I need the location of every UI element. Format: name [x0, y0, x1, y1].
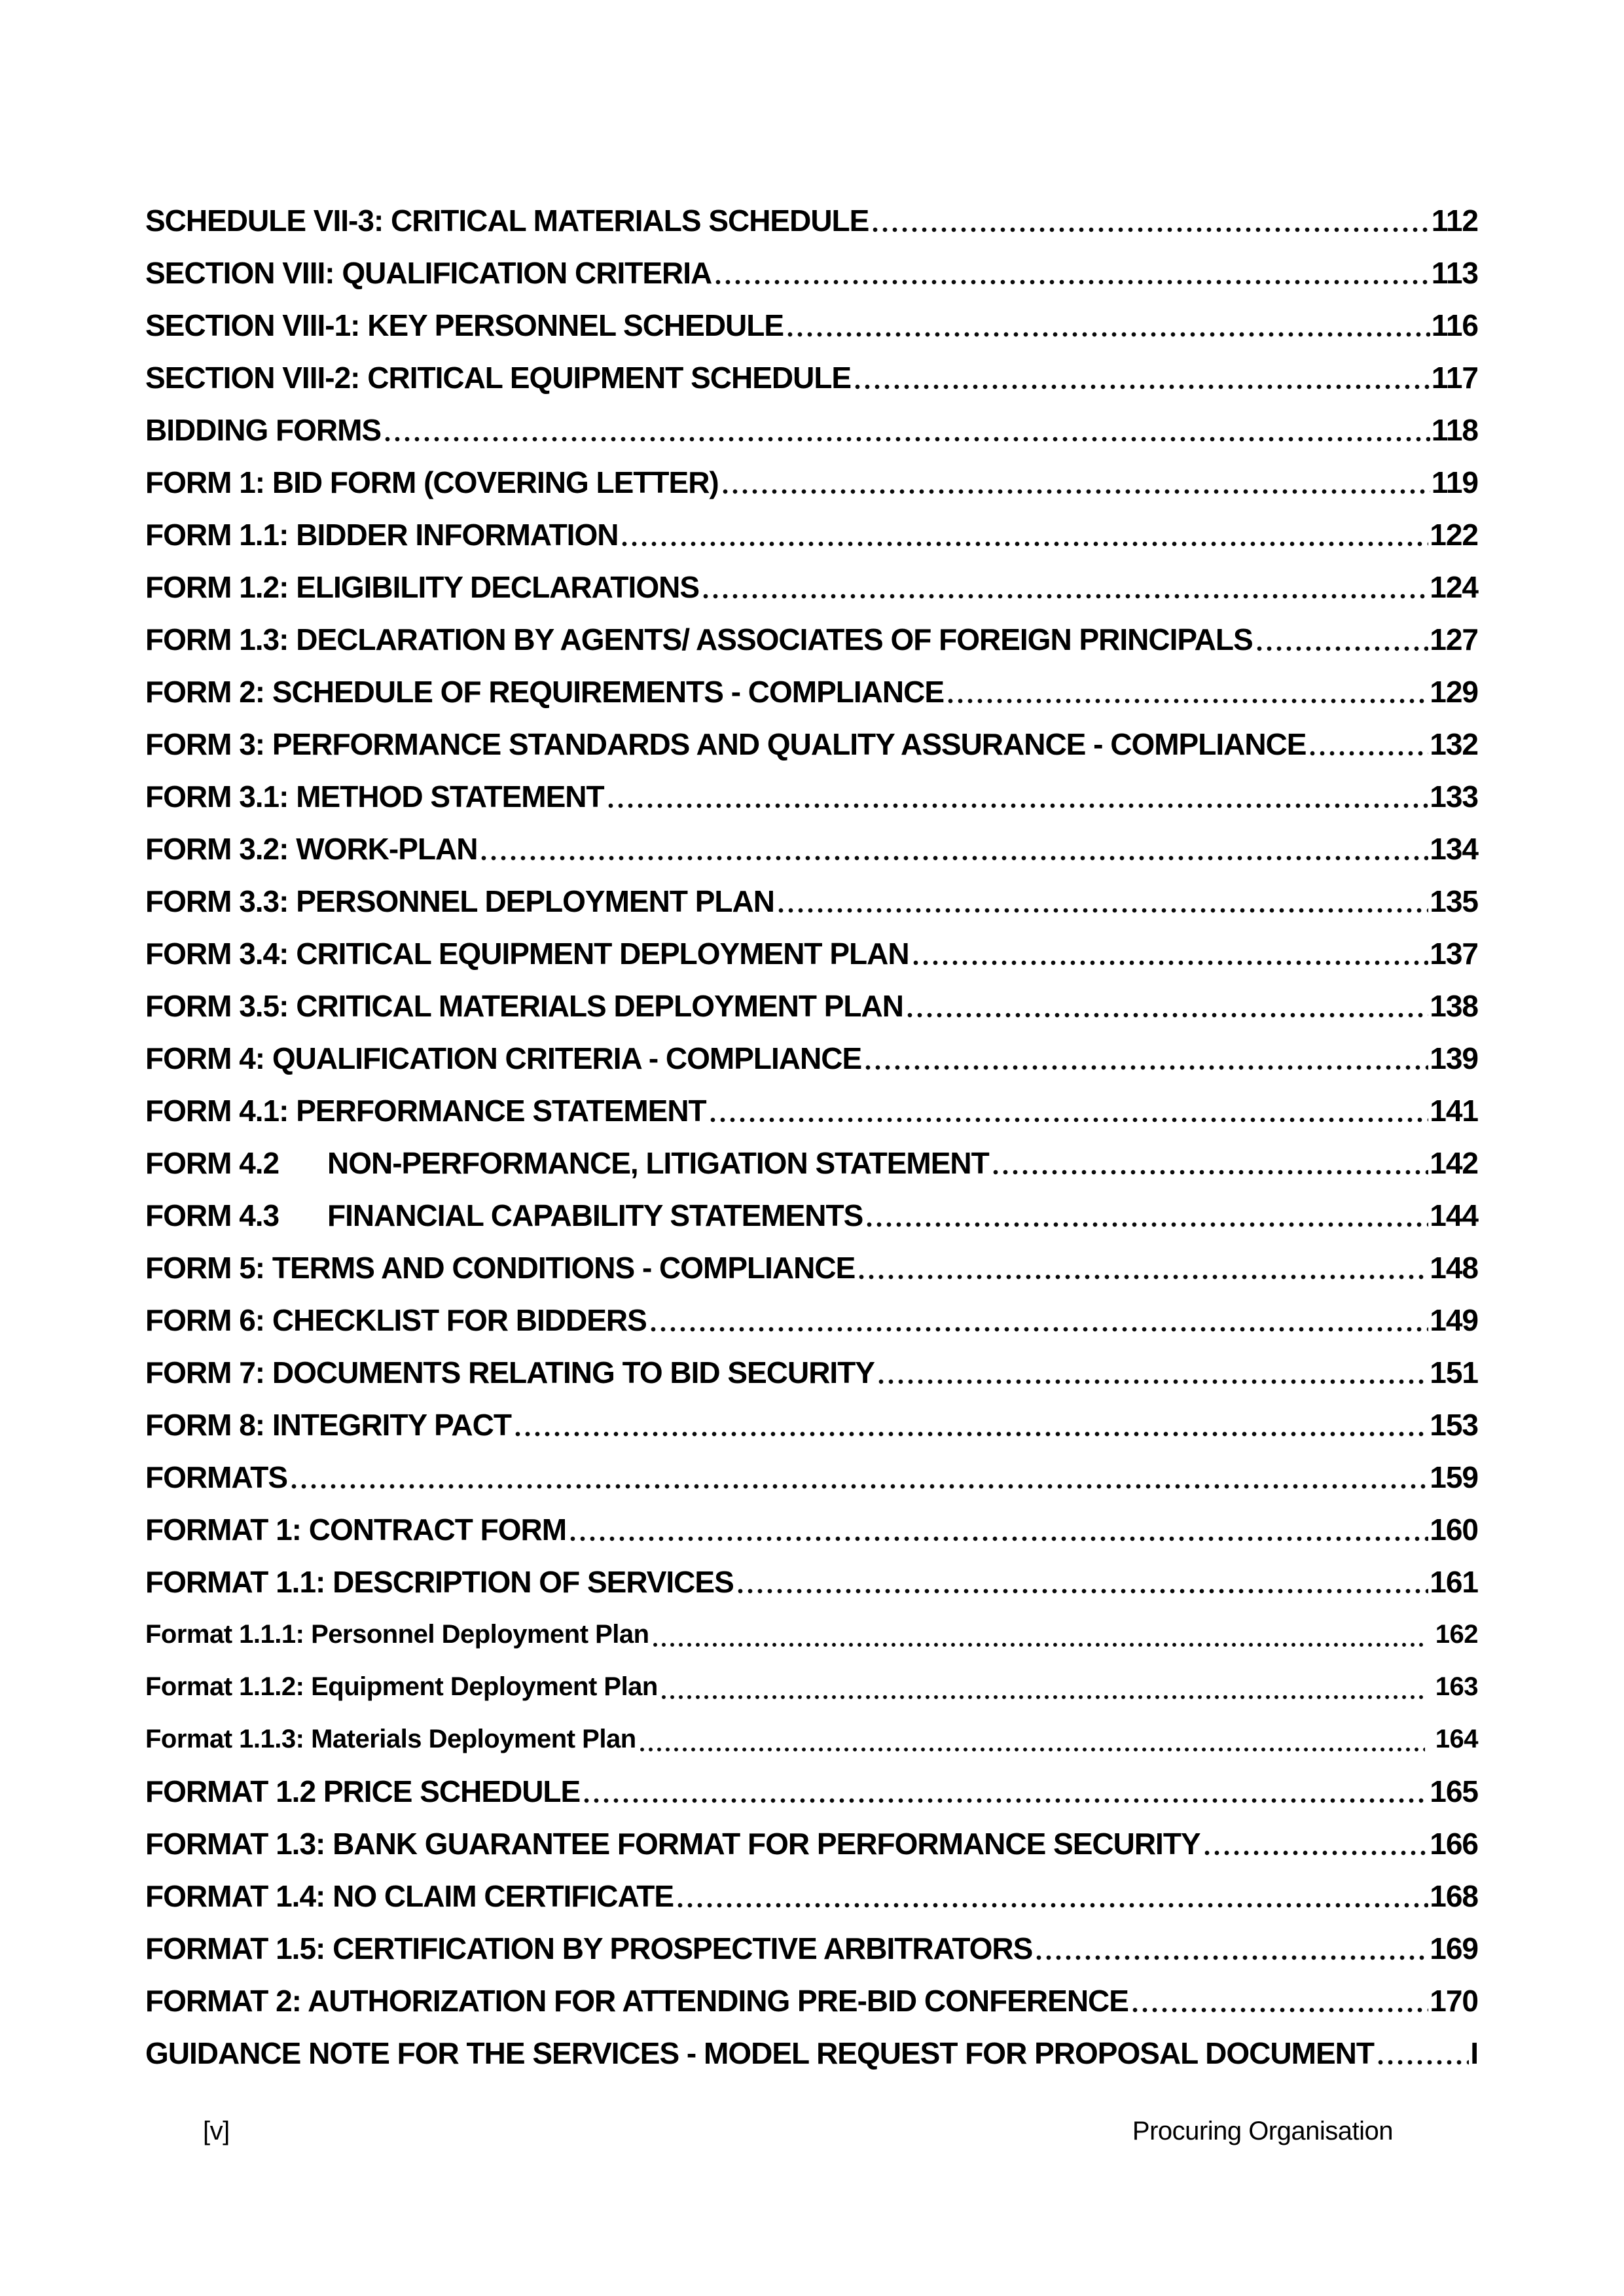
toc-entry-label: FORM 4.1: PERFORMANCE STATEMENT: [145, 1094, 706, 1128]
toc-entry-label: NON-PERFORMANCE, LITIGATION STATEMENT: [327, 1146, 989, 1180]
toc-entry: [145, 1765, 1478, 1818]
toc-entry: [145, 1713, 1478, 1765]
toc-leader-dots: [865, 1064, 1428, 1071]
toc-entry-label: FORMATS: [145, 1460, 288, 1494]
toc-entry: [145, 1242, 1478, 1294]
toc-entry: [145, 1189, 1478, 1242]
toc-entry-page: 117: [1431, 361, 1478, 395]
toc-entry-label: GUIDANCE NOTE FOR THE SERVICES - MODEL REQUEST FOR PROPOSAL DOCUMENT: [145, 2036, 1374, 2070]
toc-leader-dots: [291, 1483, 1428, 1490]
toc-entry: [145, 1818, 1478, 1870]
toc-leader-dots: [715, 279, 1430, 285]
toc-entry-page: 122: [1430, 518, 1478, 552]
toc-entry: [145, 1399, 1478, 1451]
toc-leader-dots: [661, 1694, 1425, 1700]
toc-leader-dots: [702, 593, 1428, 600]
toc-entry: [145, 613, 1478, 666]
toc-entry-page: 142: [1430, 1146, 1478, 1180]
toc-entry: [145, 823, 1478, 875]
toc-leader-dots: [872, 226, 1430, 233]
toc-entry-label: FORM 2: SCHEDULE OF REQUIREMENTS - COMPLIANCE: [145, 675, 945, 709]
toc-entry-label: FORM 4: QUALIFICATION CRITERIA - COMPLIANCE: [145, 1041, 862, 1075]
toc-entry: [145, 351, 1478, 404]
toc-entry: [145, 1085, 1478, 1137]
toc-entry: [145, 1660, 1478, 1713]
toc-entry-page: 164: [1435, 1725, 1478, 1753]
toc-leader-dots: [480, 855, 1428, 861]
toc-entry: [145, 875, 1478, 927]
toc-entry: [145, 1975, 1478, 2027]
toc-entry-label: FORMAT 1.5: CERTIFICATION BY PROSPECTIVE ARBITRATORS: [145, 1931, 1033, 1965]
toc-entry: [145, 1346, 1478, 1399]
toc-entry: [145, 456, 1478, 509]
toc-entry-label: FORMAT 1: CONTRACT FORM: [145, 1513, 567, 1547]
toc-leader-dots: [858, 1274, 1428, 1280]
toc-entry-page: 133: [1430, 780, 1478, 814]
toc-entry-label: FORM 3: PERFORMANCE STANDARDS AND QUALITY ASSURANCE - COMPLIANCE: [145, 727, 1307, 761]
toc-leader-dots: [722, 488, 1430, 495]
toc-entry: [145, 770, 1478, 823]
toc-entry: [145, 666, 1478, 718]
toc-entry-label: SECTION VIII-2: CRITICAL EQUIPMENT SCHEDULE: [145, 361, 852, 395]
toc-leader-dots: [1256, 645, 1429, 652]
toc-leader-dots: [650, 1326, 1428, 1333]
toc-entry-label: FORM 3.1: METHOD STATEMENT: [145, 780, 604, 814]
toc-leader-dots: [621, 541, 1428, 547]
toc-entry-page: 113: [1431, 256, 1478, 290]
toc-entry-page: 137: [1430, 937, 1478, 971]
toc-entry-page: 151: [1430, 1355, 1478, 1390]
toc-entry: [145, 1137, 1478, 1189]
page-footer: [145, 2117, 1478, 2146]
toc-leader-dots: [653, 1641, 1425, 1648]
toc-entry-page: 139: [1430, 1041, 1478, 1075]
toc-entry-page: 118: [1431, 413, 1478, 447]
toc-leader-dots: [787, 331, 1430, 338]
toc-entry-label: SECTION VIII-1: KEY PERSONNEL SCHEDULE: [145, 308, 784, 342]
toc-entry-label: SCHEDULE VII-3: CRITICAL MATERIALS SCHEDULE: [145, 204, 869, 238]
toc-entry-page: 112: [1431, 204, 1478, 238]
toc-entry: [145, 247, 1478, 299]
toc-entry-label: BIDDING FORMS: [145, 413, 382, 447]
toc-entry-page: 119: [1431, 465, 1478, 499]
toc-leader-dots: [710, 1117, 1429, 1123]
footer-organisation: Procuring Organisation: [1132, 2117, 1393, 2145]
toc-leader-dots: [866, 1221, 1428, 1228]
toc-leader-dots: [640, 1746, 1425, 1753]
toc-leader-dots: [854, 384, 1430, 390]
toc-entry-page: 116: [1431, 308, 1478, 342]
toc-entry-page: 149: [1430, 1303, 1478, 1337]
toc-leader-dots: [1204, 1850, 1429, 1856]
toc-entry-page: 129: [1430, 675, 1478, 709]
toc-entry-label: FORM 1.1: BIDDER INFORMATION: [145, 518, 619, 552]
toc-entry-label: Format 1.1.2: Equipment Deployment Plan: [145, 1672, 658, 1701]
toc-leader-dots: [514, 1431, 1428, 1437]
toc-entry: [145, 1556, 1478, 1608]
toc-leader-dots: [912, 960, 1429, 966]
toc-leader-dots: [1377, 2059, 1469, 2066]
toc-entry: [145, 561, 1478, 613]
toc-entry-label: FINANCIAL CAPABILITY STATEMENTS: [327, 1198, 863, 1232]
table-of-contents: [145, 194, 1478, 2079]
toc-entry-number: FORM 4.2: [145, 1146, 280, 1180]
toc-entry-label: FORM 1.3: DECLARATION BY AGENTS/ ASSOCIATES OF FOREIGN PRINCIPALS: [145, 622, 1253, 656]
toc-entry-label: FORMAT 1.4: NO CLAIM CERTIFICATE: [145, 1879, 674, 1913]
toc-leader-dots: [907, 1012, 1428, 1018]
toc-entry-page: 159: [1430, 1460, 1478, 1494]
toc-entry-page: 168: [1430, 1879, 1478, 1913]
toc-leader-dots: [569, 1535, 1428, 1542]
toc-leader-dots: [947, 698, 1428, 704]
toc-entry-page: 135: [1430, 884, 1478, 918]
toc-entry-label: FORMAT 1.3: BANK GUARANTEE FORMAT FOR PERFORMANCE SECURITY: [145, 1827, 1200, 1861]
toc-entry: [145, 927, 1478, 980]
toc-entry: [145, 1922, 1478, 1975]
toc-entry-label: FORM 3.4: CRITICAL EQUIPMENT DEPLOYMENT PLAN: [145, 937, 909, 971]
toc-entry-page: I: [1470, 2036, 1478, 2070]
footer-page-number: [v]: [203, 2117, 230, 2145]
toc-entry: [145, 2027, 1478, 2079]
toc-entry-label: FORMAT 2: AUTHORIZATION FOR ATTENDING PRE-BID CONFERENCE: [145, 1984, 1128, 2018]
toc-entry: [145, 404, 1478, 456]
toc-entry-page: 144: [1430, 1198, 1478, 1232]
toc-entry-label: FORM 3.2: WORK-PLAN: [145, 832, 478, 866]
toc-entry-page: 165: [1430, 1774, 1478, 1808]
toc-entry-label: SECTION VIII: QUALIFICATION CRITERIA: [145, 256, 712, 290]
toc-entry-page: 166: [1430, 1827, 1478, 1861]
toc-leader-dots: [992, 1169, 1429, 1175]
toc-entry-label: FORM 1: BID FORM (COVERING LETTER): [145, 465, 719, 499]
toc-entry-page: 163: [1435, 1672, 1478, 1701]
toc-leader-dots: [1309, 750, 1428, 757]
toc-entry-page: 127: [1430, 622, 1478, 656]
toc-entry-page: 162: [1435, 1620, 1478, 1649]
toc-leader-dots: [384, 436, 1430, 442]
toc-entry-label: FORMAT 1.1: DESCRIPTION OF SERVICES: [145, 1565, 734, 1599]
toc-leader-dots: [737, 1588, 1429, 1594]
toc-entry-label: FORM 3.3: PERSONNEL DEPLOYMENT PLAN: [145, 884, 774, 918]
toc-entry-page: 161: [1430, 1565, 1478, 1599]
toc-entry: [145, 1870, 1478, 1922]
toc-entry-label: FORM 6: CHECKLIST FOR BIDDERS: [145, 1303, 647, 1337]
toc-entry-label: FORM 7: DOCUMENTS RELATING TO BID SECURITY: [145, 1355, 875, 1390]
toc-leader-dots: [1036, 1954, 1428, 1961]
toc-leader-dots: [677, 1902, 1428, 1909]
toc-entry: [145, 1608, 1478, 1660]
toc-entry: [145, 718, 1478, 770]
toc-entry-page: 138: [1430, 989, 1478, 1023]
toc-entry-label: FORM 5: TERMS AND CONDITIONS - COMPLIANCE: [145, 1251, 856, 1285]
toc-entry-number: FORM 4.3: [145, 1198, 280, 1232]
toc-entry: [145, 509, 1478, 561]
toc-entry-page: 169: [1430, 1931, 1478, 1965]
toc-entry-label: FORMAT 1.2 PRICE SCHEDULE: [145, 1774, 581, 1808]
toc-leader-dots: [878, 1378, 1428, 1385]
toc-entry-label: Format 1.1.3: Materials Deployment Plan: [145, 1725, 636, 1753]
toc-entry-page: 160: [1430, 1513, 1478, 1547]
toc-entry-page: 148: [1430, 1251, 1478, 1285]
toc-entry-page: 153: [1430, 1408, 1478, 1442]
toc-entry: [145, 1503, 1478, 1556]
toc-leader-dots: [1132, 2007, 1428, 2013]
toc-leader-dots: [607, 802, 1429, 809]
toc-entry-label: Format 1.1.1: Personnel Deployment Plan: [145, 1620, 649, 1649]
toc-entry: [145, 1032, 1478, 1085]
toc-entry-label: FORM 1.2: ELIGIBILITY DECLARATIONS: [145, 570, 699, 604]
toc-entry-label: FORM 3.5: CRITICAL MATERIALS DEPLOYMENT PLAN: [145, 989, 903, 1023]
toc-entry-label: FORM 8: INTEGRITY PACT: [145, 1408, 511, 1442]
toc-entry: [145, 1294, 1478, 1346]
toc-entry: [145, 1451, 1478, 1503]
toc-entry-page: 170: [1430, 1984, 1478, 2018]
toc-entry-page: 141: [1430, 1094, 1478, 1128]
toc-entry: [145, 980, 1478, 1032]
toc-leader-dots: [778, 907, 1428, 914]
toc-leader-dots: [583, 1797, 1428, 1804]
toc-entry-page: 132: [1430, 727, 1478, 761]
toc-entry-page: 124: [1430, 570, 1478, 604]
toc-entry: [145, 194, 1478, 247]
toc-entry-page: 134: [1430, 832, 1478, 866]
toc-entry: [145, 299, 1478, 351]
